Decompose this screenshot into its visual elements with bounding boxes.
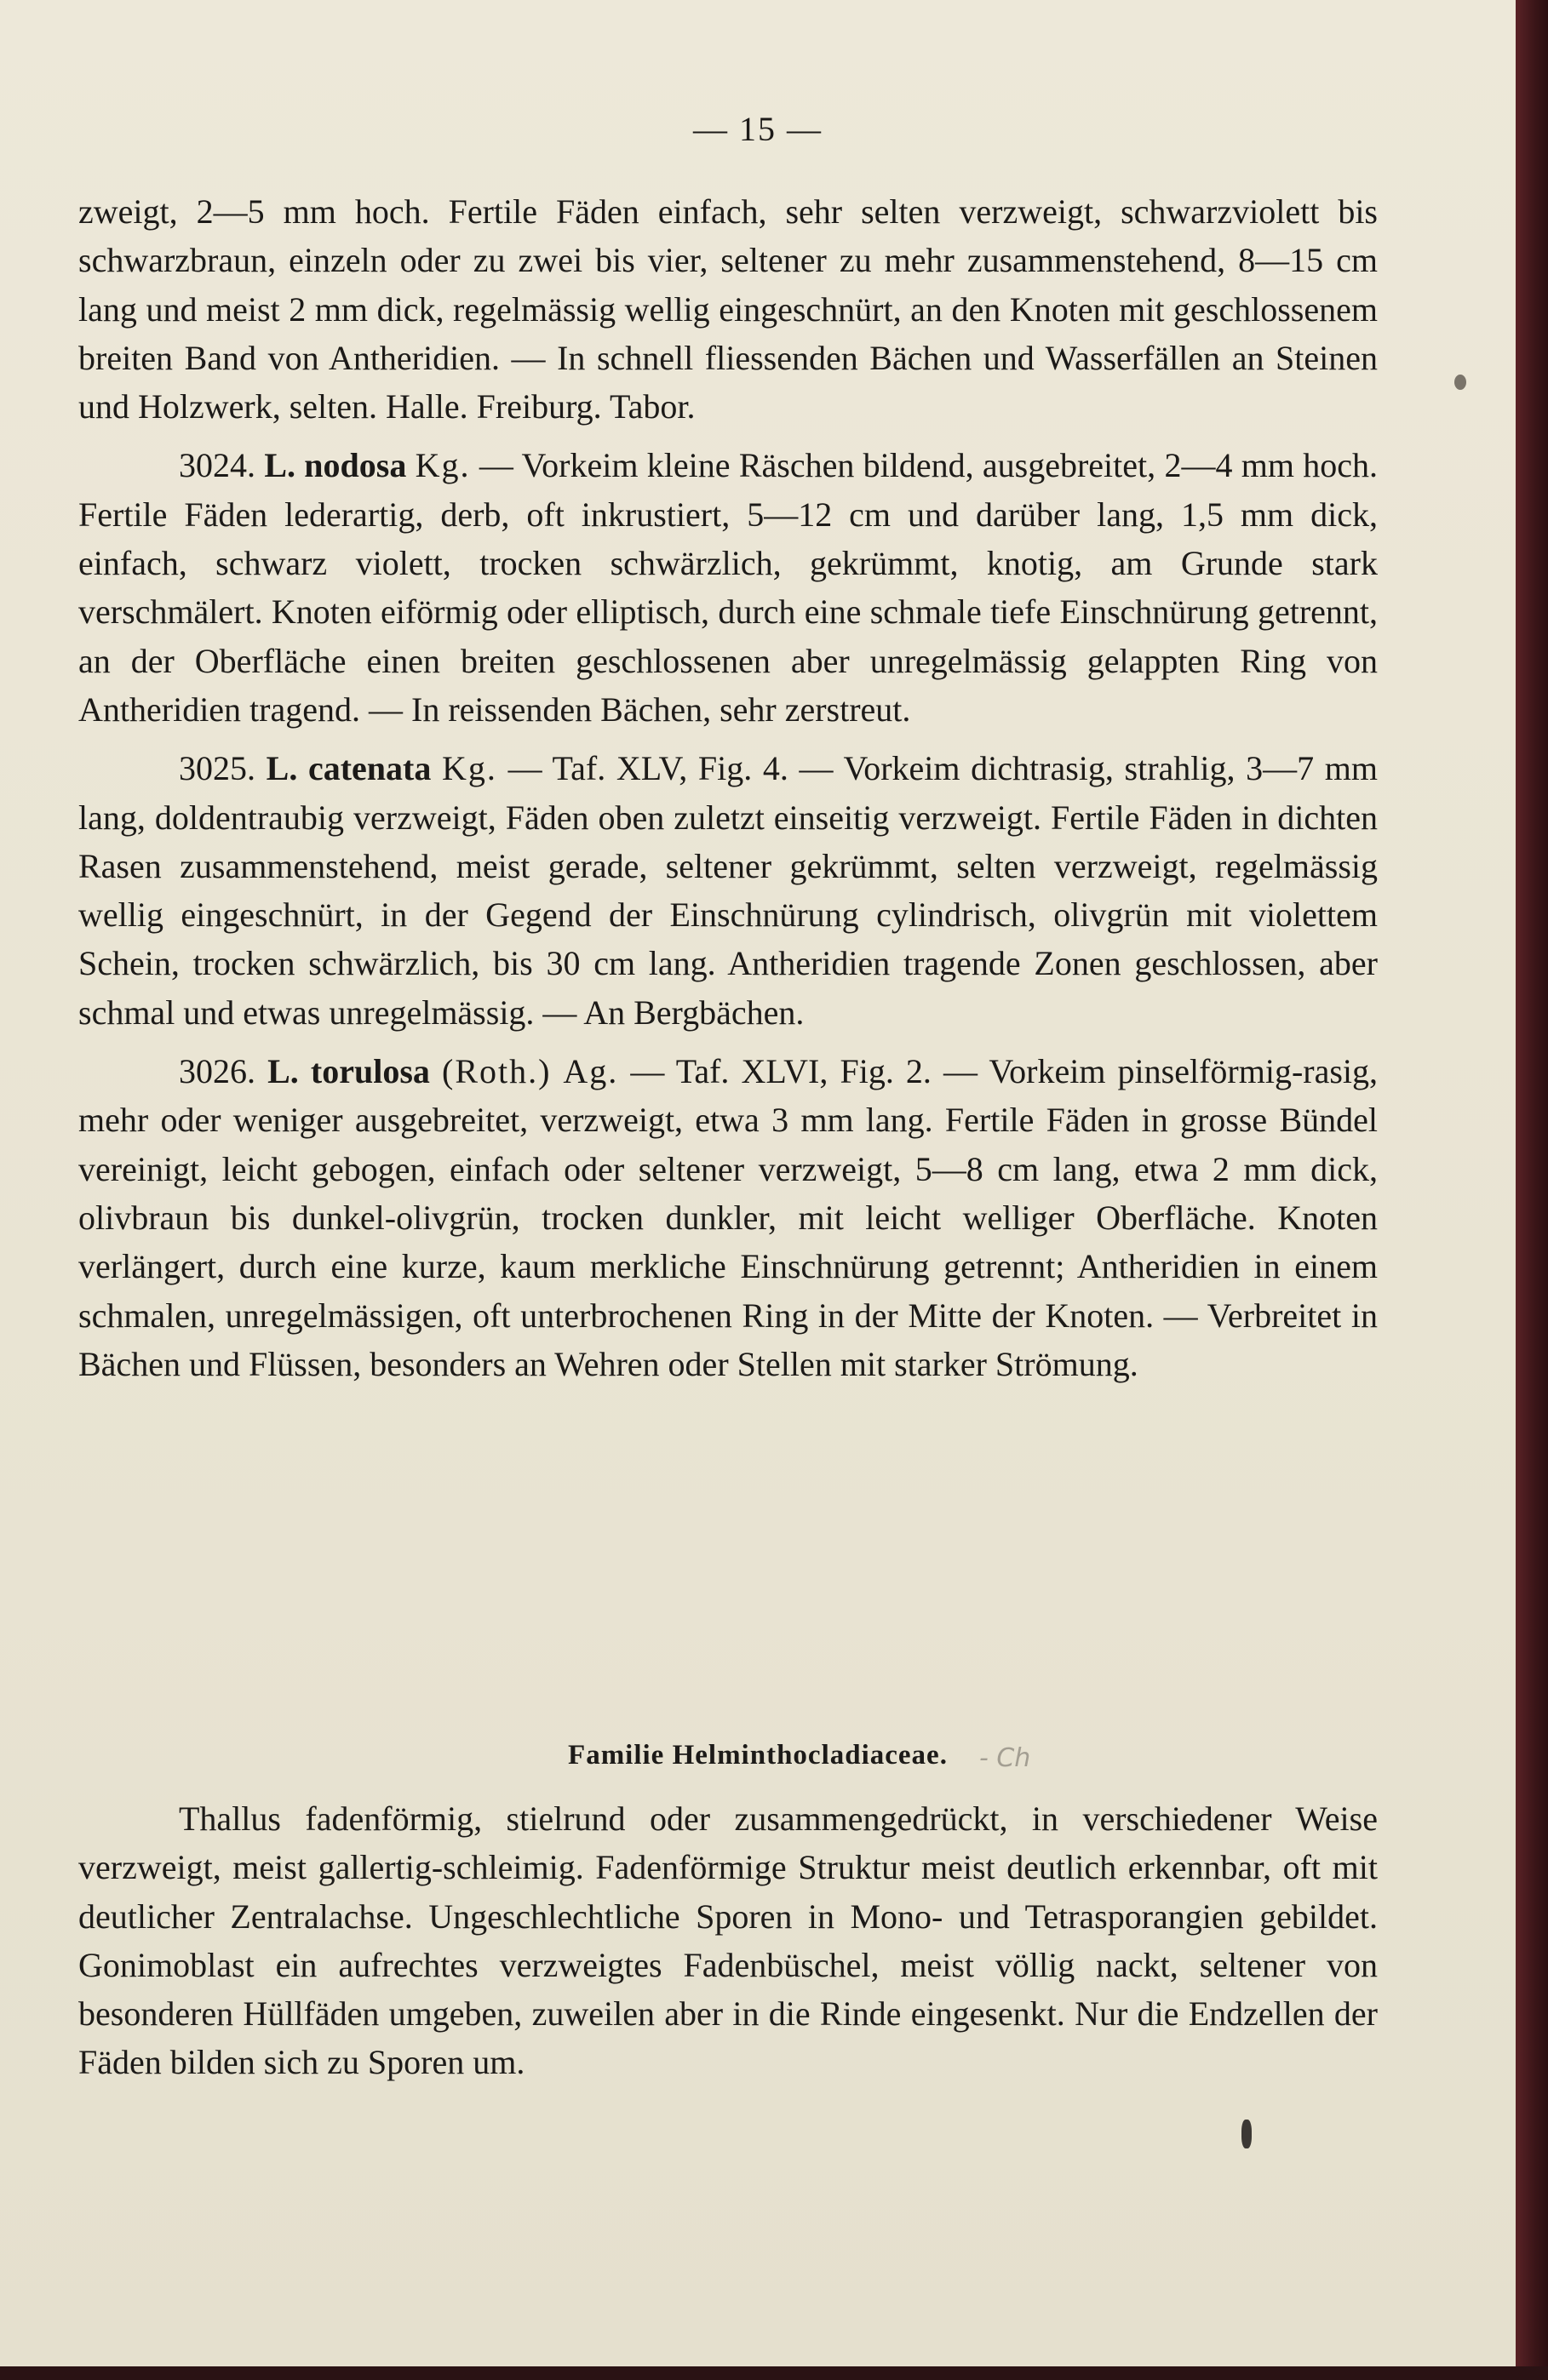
entry-3024 bbox=[78, 441, 1378, 734]
species-author: (Roth.) Ag. bbox=[442, 1052, 619, 1091]
species-author: Kg. bbox=[442, 749, 497, 788]
ink-speck bbox=[1241, 2120, 1252, 2148]
species-name: L. torulosa bbox=[267, 1052, 430, 1091]
species-name: L. catenata bbox=[266, 749, 432, 788]
ink-speck bbox=[1454, 375, 1466, 390]
entry-3026 bbox=[78, 1047, 1378, 1388]
entry-3025 bbox=[78, 744, 1378, 1037]
entry-number: 3026. bbox=[179, 1052, 255, 1091]
entry-text: — Vorkeim kleine Räschen bildend, ausgebreitet, 2—4 mm hoch. Fertile Fäden lederartig, derb, oft inkrustiert, 5—12 cm und darüber lang, 1,5 mm dick, einfach, schwarz violett, trocken schwärzlich, gekrümmt, knotig, am Grunde stark verschmälert. Knoten eiförmig oder elliptisch, durch eine schmale tiefe Einschnürung getrennt, an der Oberfläche einen breiten geschlossenen aber unregelmässig gelappten Ring von Antheridien tragend. — In reissenden Bächen, sehr zerstreut. bbox=[78, 446, 1379, 729]
entry-text: — Taf. XLV, Fig. 4. — Vorkeim dichtrasig, strahlig, 3—7 mm lang, doldentraubig verzweigt, Fäden oben zuletzt einseitig verzweigt. Fertile Fäden in dichten Rasen zusammenstehend, meist gerade, seltener gekrümmt, selten verzweigt, regelmässig wellig eingeschnürt, in der Gegend der Einschnürung cylindrisch, olivgrün mit violettem Schein, trocken schwärzlich, bis 30 cm lang. Antheridien tragende Zonen geschlossen, aber schmal und etwas unregelmässig. — An Bergbächen. bbox=[78, 749, 1379, 1032]
entry-number: 3024. bbox=[179, 446, 255, 485]
species-name: L. nodosa bbox=[264, 446, 407, 485]
book-binding-edge bbox=[1516, 0, 1548, 2380]
main-text bbox=[78, 187, 1378, 1388]
family-paragraph: Thallus fadenförmig, stielrund oder zusammengedrückt, in verschiedener Weise verzweigt, meist gallertig-schleimig. Fadenförmige Struktur meist deutlich erkennbar, oft mit deutlicher Zentralachse. Ungeschlechtliche Sporen in Mono- und Tetrasporangien gebildet. Gonimoblast ein aufrechtes verzweigtes Fadenbüschel, meist völlig nackt, seltener von besonderen Hüllfäden umgeben, zuweilen aber in die Rinde eingesenkt. Nur die Endzellen der Fäden bilden sich zu Sporen um. bbox=[78, 1799, 1378, 2082]
family-heading: Familie Helminthocladiaceae. bbox=[568, 1740, 948, 1771]
book-bottom-edge bbox=[0, 2366, 1548, 2380]
entry-number: 3025. bbox=[179, 749, 255, 788]
page-number: — 15 — bbox=[693, 110, 823, 148]
entry-text: — Taf. XLVI, Fig. 2. — Vorkeim pinselförmig-rasig, mehr oder weniger ausgebreitet, verzweigt, etwa 3 mm lang. Fertile Fäden in grosse Bündel vereinigt, leicht gebogen, einfach oder seltener verzweigt, 5—8 cm lang, etwa 2 mm dick, olivbraun bis dunkel-olivgrün, trocken dunkler, mit leicht welliger Oberfläche. Knoten verlängert, durch eine kurze, kaum merkliche Einschnürung getrennt; Antheridien in einem schmalen, unregelmässigen, oft unterbrochenen Ring in der Mitte der Knoten. — Verbreitet in Bächen und Flüssen, besonders an Wehren oder Stellen mit starker Strömung. bbox=[78, 1052, 1379, 1383]
species-author: Kg. bbox=[415, 446, 471, 485]
family-description bbox=[78, 1794, 1378, 2087]
pencil-annotation: - Ch bbox=[979, 1743, 1031, 1773]
continued-paragraph: zweigt, 2—5 mm hoch. Fertile Fäden einfach, sehr selten verzweigt, schwarzviolett bis schwarzbraun, einzeln oder zu zwei bis vier, seltener zu mehr zusammenstehend, 8—15 cm lang und meist 2 mm dick, regelmässig wellig eingeschnürt, an den Knoten mit geschlossenem breiten Band von Antheridien. — In schnell fliessenden Bächen und Wasserfällen an Steinen und Holzwerk, selten. Halle. Freiburg. Tabor. bbox=[78, 192, 1378, 426]
